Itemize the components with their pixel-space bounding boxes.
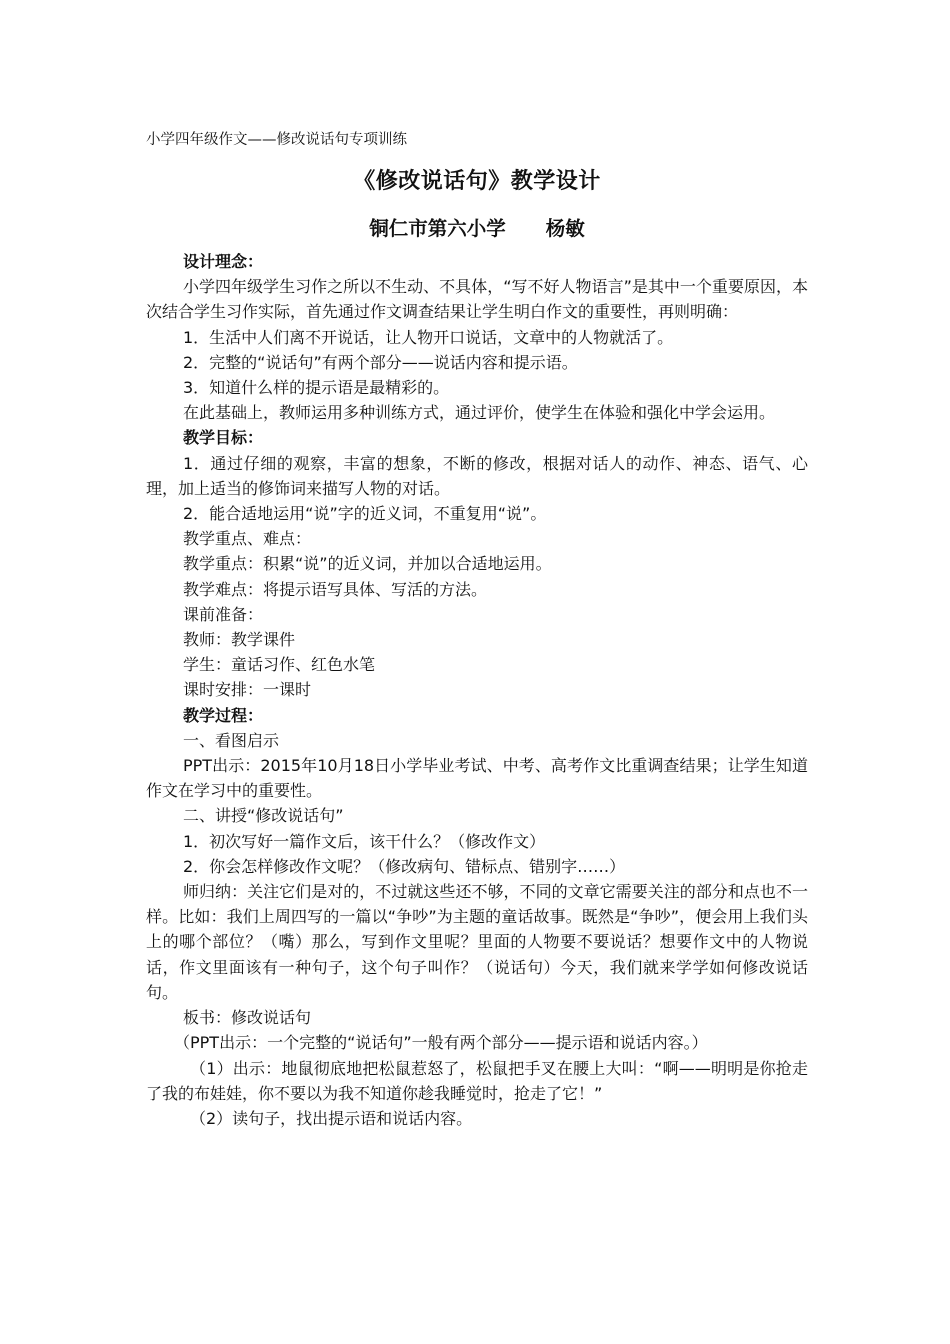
paragraph: 课前准备：: [183, 604, 264, 624]
paragraph: 1．通过仔细的观察，丰富的想象，不断的修改，根据对话人的动作、神态、语气、心理，加上适当的修饰词来描写人物的对话。: [146, 453, 808, 498]
paragraph: 课时安排：一课时: [183, 680, 312, 700]
paragraph: 小学四年级学生习作之所以不生动、不具体，“写不好人物语言”是其中一个重要原因，本次结合学生习作实际，首先通过作文调查结果让学生明白作文的重要性，再则明确：: [146, 277, 808, 322]
paragraph: 一、看图启示: [183, 730, 280, 750]
paragraph: 2．你会怎样修改作文呢？（修改病句、错标点、错别字……）: [183, 856, 626, 876]
paragraph: 二、讲授“修改说话句”: [183, 806, 344, 826]
paragraph: 1．初次写好一篇作文后，该干什么？（修改作文）: [183, 831, 546, 851]
document-body: [146, 131, 808, 1131]
author-school: 铜仁市第六小学: [369, 217, 506, 240]
author-name: 杨敏: [545, 217, 585, 240]
paragraph: 2．完整的“说话句”有两个部分——说话内容和提示语。: [183, 352, 578, 372]
paragraph: 1．生活中人们离不开说话，让人物开口说话，文章中的人物就活了。: [183, 327, 674, 347]
paragraph: 教学难点：将提示语写具体、写活的方法。: [183, 579, 488, 599]
author-line: [146, 215, 808, 243]
paragraph: 师归纳：关注它们是对的，不过就这些还不够，不同的文章它需要关注的部分和点也不一样。比如：我们上周四写的一篇以“争吵”为主题的童话故事。既然是“争吵”，便会用上我们头上的哪个部位？（嘴）那么，写到作文里呢？里面的人物要不要说话？想要作文中的人物说话，作文里面该有一种句子，这个句子叫作？（说话句）今天，我们就来学学如何修改说话句。: [146, 882, 808, 1002]
paragraph: PPT出示：2015年10月18日小学毕业考试、中考、高考作文比重调查结果；让学生知道作文在学习中的重要性。: [146, 756, 808, 801]
paragraph: （PPT出示：一个完整的“说话句”一般有两个部分——提示语和说话内容。）: [174, 1033, 708, 1053]
paragraph: （2）读句子，找出提示语和说话内容。: [190, 1108, 473, 1128]
paragraph-list: [146, 249, 808, 1131]
header-note: 小学四年级作文——修改说话句专项训练: [146, 132, 407, 148]
section-heading: 教学目标：: [183, 428, 264, 448]
paragraph: 教师：教学课件: [183, 630, 296, 650]
document-title: 《修改说话句》教学设计: [353, 169, 601, 194]
section-heading: 设计理念：: [183, 252, 264, 271]
paragraph: 板书：修改说话句: [183, 1008, 312, 1028]
section-heading: 教学过程：: [183, 705, 264, 725]
paragraph: 在此基础上，教师运用多种训练方式，通过评价，使学生在体验和强化中学会运用。: [183, 403, 776, 423]
paragraph: 2．能合适地运用“说”字的近义词，不重复用“说”。: [183, 504, 547, 524]
paragraph: 教学重点、难点：: [183, 529, 312, 549]
paragraph: 3．知道什么样的提示语是最精彩的。: [183, 378, 450, 398]
paragraph: 教学重点：积累“说”的近义词，并加以合适地运用。: [183, 554, 552, 574]
paragraph: 学生：童话习作、红色水笔: [183, 655, 376, 675]
paragraph: （1）出示：地鼠彻底地把松鼠惹怒了，松鼠把手叉在腰上大叫：“啊——明明是你抢走了我的布娃娃，你不要以为我不知道你趁我睡觉时，抢走了它！”: [146, 1058, 808, 1103]
